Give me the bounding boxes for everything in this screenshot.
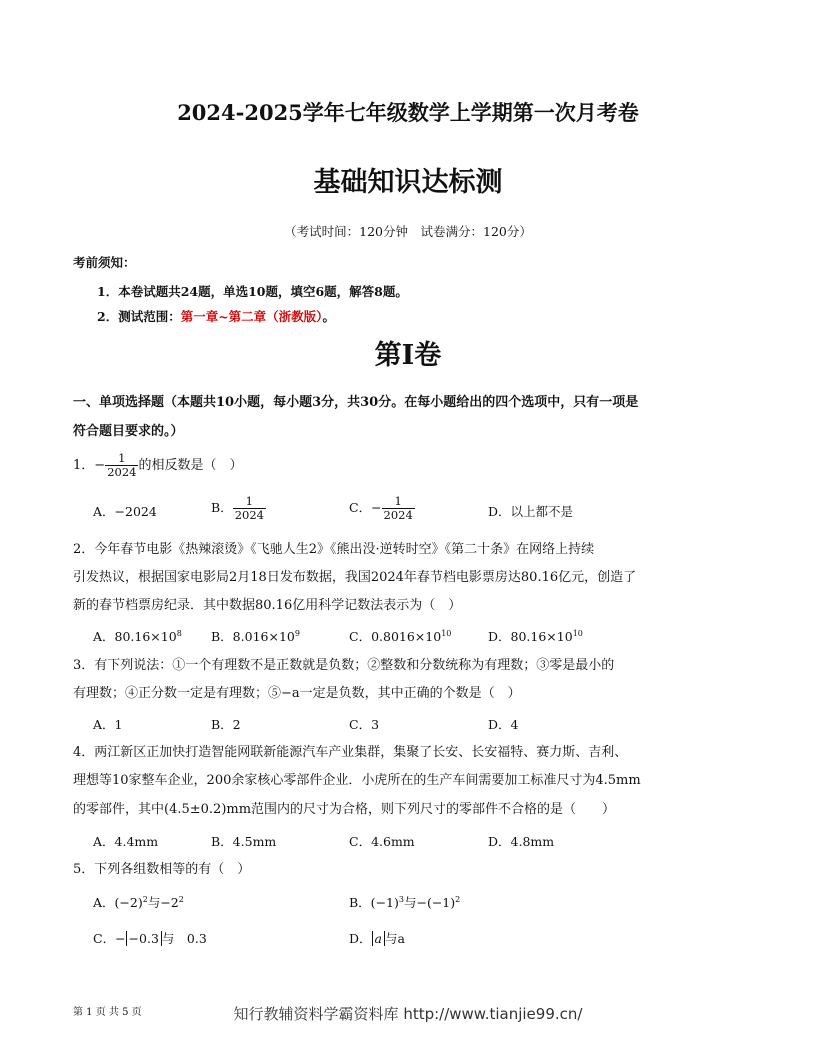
q1-c-fraction — [382, 495, 415, 522]
q1-number: 1． — [73, 458, 95, 473]
q5-c-abs: −0.3 — [126, 931, 162, 946]
q4-option-d: D．4.8mm — [488, 834, 555, 849]
section-heading-line2: 符合题目要求的。） — [73, 424, 184, 439]
notice-item-1: 1．本卷试题共24题，单选10题，填空6题，解答8题。 — [97, 284, 408, 299]
q1-b-num: 1 — [245, 494, 253, 508]
q5-option-c — [93, 929, 207, 947]
q2-d-base: D．80.16×10 — [488, 629, 573, 644]
q5-d-abs: a — [372, 931, 385, 946]
q1-b-fraction — [233, 495, 266, 522]
exam-title: 2024-2025学年七年级数学上学期第一次月考卷 — [177, 100, 639, 125]
q3-line1: 3．有下列说法：①一个有理数不是正数就是负数；②整数和分数统称为有理数；③零是最小的 — [73, 658, 615, 673]
q2-option-a — [93, 627, 182, 645]
q1-option-a: A．−2024 — [93, 504, 157, 519]
q2-line3: 新的春节档票房纪录．其中数据80.16亿用科学记数法表示为（ ） — [73, 598, 462, 613]
test-range: 第一章~第二章（浙教版） — [180, 309, 323, 324]
notice-item-2 — [97, 307, 335, 325]
q1-c-den: 2024 — [383, 508, 413, 522]
q5-a-exp2: 2 — [178, 894, 184, 904]
q2-b-exp: 9 — [294, 628, 300, 638]
q2-line2: 引发热议，根据国家电影局2月18日发布数据，我国2024年春节档电影票房达80.16亿元，创造了 — [73, 570, 637, 585]
q1-minus: − — [94, 458, 106, 473]
q4-line1: 4．两江新区正加快打造智能网联新能源汽车产业集群，集聚了长安、长安福特、赛力斯、吉利、 — [73, 745, 628, 760]
question-1 — [73, 452, 242, 479]
q1-frac-num: 1 — [118, 451, 126, 465]
q1-option-c — [349, 495, 415, 522]
q1-option-b — [211, 495, 266, 522]
q5-option-d — [349, 929, 405, 947]
exam-subtitle: 基础知识达标测 — [313, 167, 503, 198]
watermark: 知行教辅资料学霸资料库 http://www.tianjie99.cn/ — [233, 1005, 583, 1023]
q1-fraction — [105, 452, 138, 479]
q4-option-b: B．4.5mm — [211, 834, 277, 849]
q2-option-c — [349, 627, 451, 645]
q2-option-b — [211, 627, 300, 645]
q1-frac-den: 2024 — [107, 465, 137, 479]
q3-option-b: B．2 — [211, 717, 241, 732]
q1-option-d: D．以上都不是 — [488, 504, 574, 519]
q2-option-d — [488, 627, 583, 645]
q1-c-num: 1 — [394, 494, 402, 508]
q4-option-c: C．4.6mm — [349, 834, 415, 849]
q5-stem: 5．下列各组数相等的有（ ） — [73, 862, 251, 877]
q5-a-exp1: 2 — [142, 894, 148, 904]
q5-b-pre: B．(−1) — [349, 895, 399, 910]
q4-option-a: A．4.4mm — [93, 834, 159, 849]
notice-item-2-prefix: 2．测试范围： — [97, 309, 181, 324]
q4-line2: 理想等10家整车企业，200余家核心零部件企业．小虎所在的生产车间需要加工标准尺寸为4.5mm — [73, 773, 641, 788]
q5-b-exp2: 2 — [455, 894, 461, 904]
exam-info: （考试时间：120分钟 试卷满分：120分） — [284, 224, 532, 239]
q2-b-base: B．8.016×10 — [211, 629, 295, 644]
q2-d-exp: 10 — [572, 628, 583, 638]
q5-b-mid: 与−(−1) — [403, 895, 456, 910]
q3-line2: 有理数；④正分数一定是有理数；⑤−a一定是负数，其中正确的个数是（ ） — [73, 686, 521, 701]
q2-c-exp: 10 — [441, 628, 452, 638]
q5-c-pre: C．− — [93, 931, 126, 946]
q2-a-exp: 8 — [176, 628, 182, 638]
q1-c-label: C．− — [349, 500, 382, 515]
volume-heading: 第Ⅰ卷 — [374, 340, 442, 371]
q5-b-exp1: 3 — [398, 894, 404, 904]
q5-a-pre: A．(−2) — [93, 895, 143, 910]
q3-option-c: C．3 — [349, 717, 380, 732]
q5-d-pre: D． — [349, 931, 372, 946]
q5-option-b — [349, 893, 460, 911]
page-number: 第 1 页 共 5 页 — [73, 1007, 142, 1018]
q3-option-d: D．4 — [488, 717, 519, 732]
q5-c-post: 与 0.3 — [161, 931, 207, 946]
q1-b-label: B． — [211, 500, 233, 515]
q2-a-base: A．80.16×10 — [93, 629, 177, 644]
q1-b-den: 2024 — [234, 508, 264, 522]
section-heading-line1: 一、单项选择题（本题共10小题，每小题3分，共30分。在每小题给出的四个选项中，只有一项是 — [73, 395, 639, 410]
notice-heading: 考前须知： — [73, 255, 136, 270]
q5-option-a — [93, 893, 184, 911]
q4-line3: 的零部件，其中(4.5±0.2)mm范围内的尺寸为合格，则下列尺寸的零部件不合格的是（ ） — [73, 802, 616, 817]
q5-d-post: 与a — [384, 931, 405, 946]
q2-c-base: C．0.8016×10 — [349, 629, 442, 644]
q2-line1: 2．今年春节电影《热辣滚烫》《飞驰人生2》《熊出没·逆转时空》《第二十条》在网络上持续 — [73, 542, 595, 557]
q3-option-a: A．1 — [93, 717, 123, 732]
q5-a-mid: 与−2 — [147, 895, 179, 910]
q1-stem: 的相反数是（ ） — [138, 458, 243, 473]
notice-item-2-suffix: 。 — [322, 309, 335, 324]
